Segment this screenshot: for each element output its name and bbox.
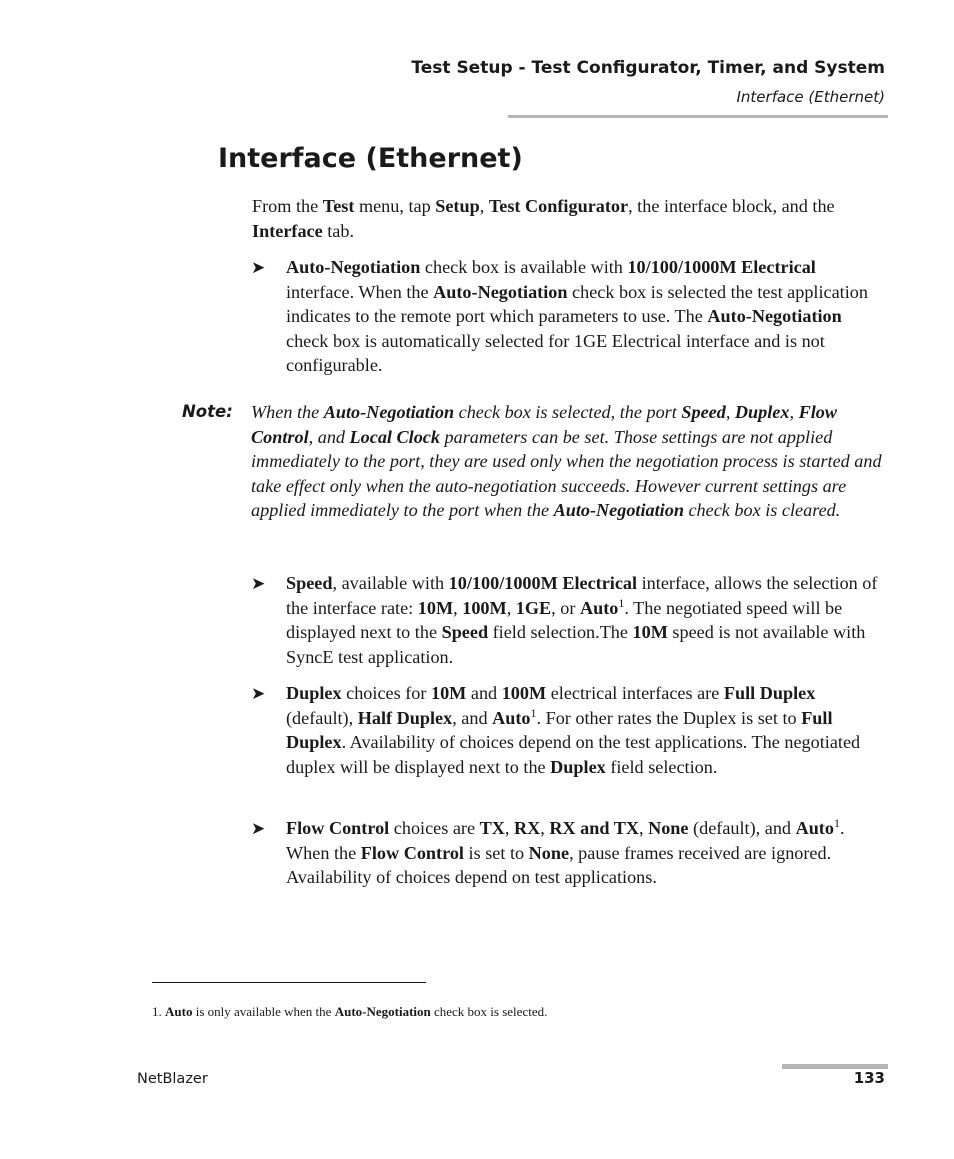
bullet-flow-control: Flow Control choices are TX, RX, RX and TX, None (default), and Auto$^1$. When the Flow Control is set to None, pause frames received are ignored. Availability of choices depend on test applications. [286, 816, 845, 888]
running-header-title: Test Setup - Test Configurator, Timer, and System [411, 58, 885, 78]
note-label: Note: [182, 402, 233, 421]
bullet-speed: Speed, available with 10/100/1000M Electrical interface, allows the selection of the interface rate: 10M, 100M, 1GE, or Auto$^1$. The negotiated speed will be displayed next to the Speed field selection.The 10M speed is not available with SyncE test application. [286, 573, 878, 667]
footnote: 1. Auto is only available when the Auto-Negotiation check box is selected. [152, 1004, 548, 1019]
section-title: Interface (Ethernet) [218, 143, 523, 174]
bullet-arrow-icon: ➤ [251, 819, 266, 838]
footnote-ref: 1 [618, 595, 625, 610]
bullet-arrow-icon: ➤ [251, 258, 266, 277]
running-header-subtitle: Interface (Ethernet) [736, 88, 885, 106]
bullet-duplex: Duplex choices for 10M and 100M electrical interfaces are Full Duplex (default), Half Duplex, and Auto$^1$. For other rates the Duplex is set to Full Duplex. Availability of choices depend on the test applications. The negotiated duplex will be displayed next to the Duplex field selection. [286, 683, 861, 777]
footer-product-name: NetBlazer [137, 1071, 208, 1087]
page-number: 133 [853, 1069, 885, 1087]
header-rule [508, 115, 888, 118]
footnote-ref: 1 [530, 705, 537, 720]
bullet-arrow-icon: ➤ [251, 684, 266, 703]
intro-paragraph: From the Test menu, tap Setup, Test Configurator, the interface block, and the Interface tab. [252, 196, 835, 241]
bullet-auto-negotiation: Auto-Negotiation check box is available with 10/100/1000M Electrical interface. When the Auto-Negotiation check box is selected the test application indicates to the remote port which parameters to use. The Auto-Negotiation check box is automatically selected for 1GE Electrical interface and is not configurable. [286, 257, 868, 376]
bullet-arrow-icon: ➤ [251, 574, 266, 593]
footnote-ref: 1 [833, 816, 840, 830]
footnote-rule [152, 982, 426, 983]
note-body: When the Auto-Negotiation check box is selected, the port Speed, Duplex, Flow Control, and Local Clock parameters can be set. Those settings are not applied immediately to the port, they are used only when the negotiation process is started and take effect only when the auto-negotiation succeeds. However current settings are applied immediately to the port when the Auto-Negotiation check box is cleared. [251, 402, 882, 521]
